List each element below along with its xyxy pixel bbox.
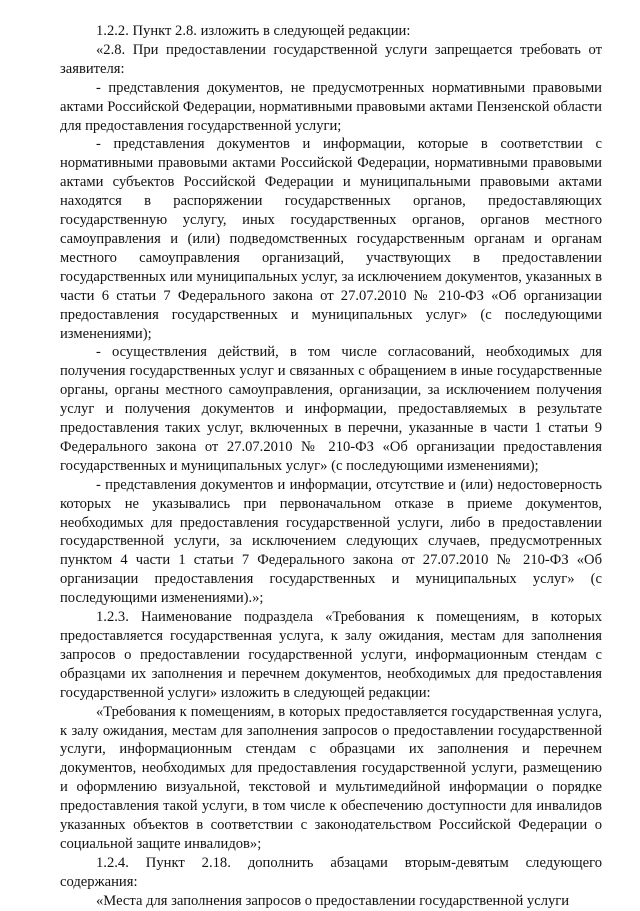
paragraph-2-8-intro: «2.8. При предоставлении государственной услуги запрещается требовать от заявителя:: [60, 41, 602, 77]
bullet-documents-not-required: - представления документов, не предусмотренных нормативными правовыми актами Российской Федерации, нормативными правовыми актами Пензенской области для предоставления государственной услуги;: [60, 79, 602, 134]
bullet-documents-not-indicated: - представления документов и информации, отсутствие и (или) недостоверность которых не указывались при первоначальном отказе в приеме документов, необходимых для предоставления государственной услуги, либо в предоставлении государственной услуги, за исключением следующих случаев, предусмотренных пунктом 4 части 1 статьи 7 Федерального закона от 27.07.2010 № 210-ФЗ «Об организации предоставления государственных и муниципальных услуг» (с последующими изменениями).»;: [60, 476, 602, 607]
paragraph-1-2-2: 1.2.2. Пункт 2.8. изложить в следующей редакции:: [96, 23, 411, 39]
paragraph-1-2-3: 1.2.3. Наименование подраздела «Требования к помещениям, в которых предоставляется государственная услуга, к залу ожидания, местам для заполнения запросов о предоставлении государственной услуги, информационным стендам с образцами их заполнения и перечнем документов, необходимых для предоставления государственной услуги» изложить в следующей редакции:: [60, 609, 602, 701]
paragraph-places-for-requests: «Места для заполнения запросов о предоставлении государственной услуги: [96, 892, 570, 909]
paragraph-1-2-4: 1.2.4. Пункт 2.18. дополнить абзацами вторым-девятым следующего содержания:: [60, 854, 602, 890]
bullet-actions-approvals: - осуществления действий, в том числе согласований, необходимых для получения государственных услуг и связанных с обращением в иные государственные органы, органы местного самоуправления, организации, за исключением получения услуг и получения документов и информации, предоставляемых в результате предоставления таких услуг, включенных в перечни, указанные в части 1 статьи 9 Федерального закона от 27.07.2010 № 210-ФЗ «Об организации предоставления государственных и муниципальных услуг» (с последующими изменениями);: [60, 344, 602, 474]
bullet-documents-in-possession: - представления документов и информации, которые в соответствии с нормативными правовыми актами Российской Федерации, нормативными правовыми актами субъектов Российской Федерации и муниципальными правовыми актами находятся в распоряжении государственных органов, предоставляющих государственную услугу, иных государственных органов, органов местного самоуправления и (или) подведомственных государственным органам и органам местного самоуправления организаций, участвующих в предоставлении государственных или муниципальных услуг, за исключением документов, указанных в части 6 статьи 7 Федерального закона от 27.07.2010 № 210-ФЗ «Об организации предоставления государственных и муниципальных услуг» (с последующими изменениями);: [60, 136, 602, 342]
paragraph-new-subsection-title: «Требования к помещениям, в которых предоставляется государственная услуга, к залу ожидания, местам для заполнения запросов о предоставлении государственной услуги, информационным стендам с образцами их заполнения и перечнем документов, необходимых для предоставления государственной услуги, размещению и оформлению визуальной, текстовой и мультимедийной информации о порядке предоставления такой услуги, в том числе к обеспечению доступности для инвалидов указанных объектов в соответствии с законодательством Российской Федерации о социальной защите инвалидов»;: [60, 703, 602, 852]
